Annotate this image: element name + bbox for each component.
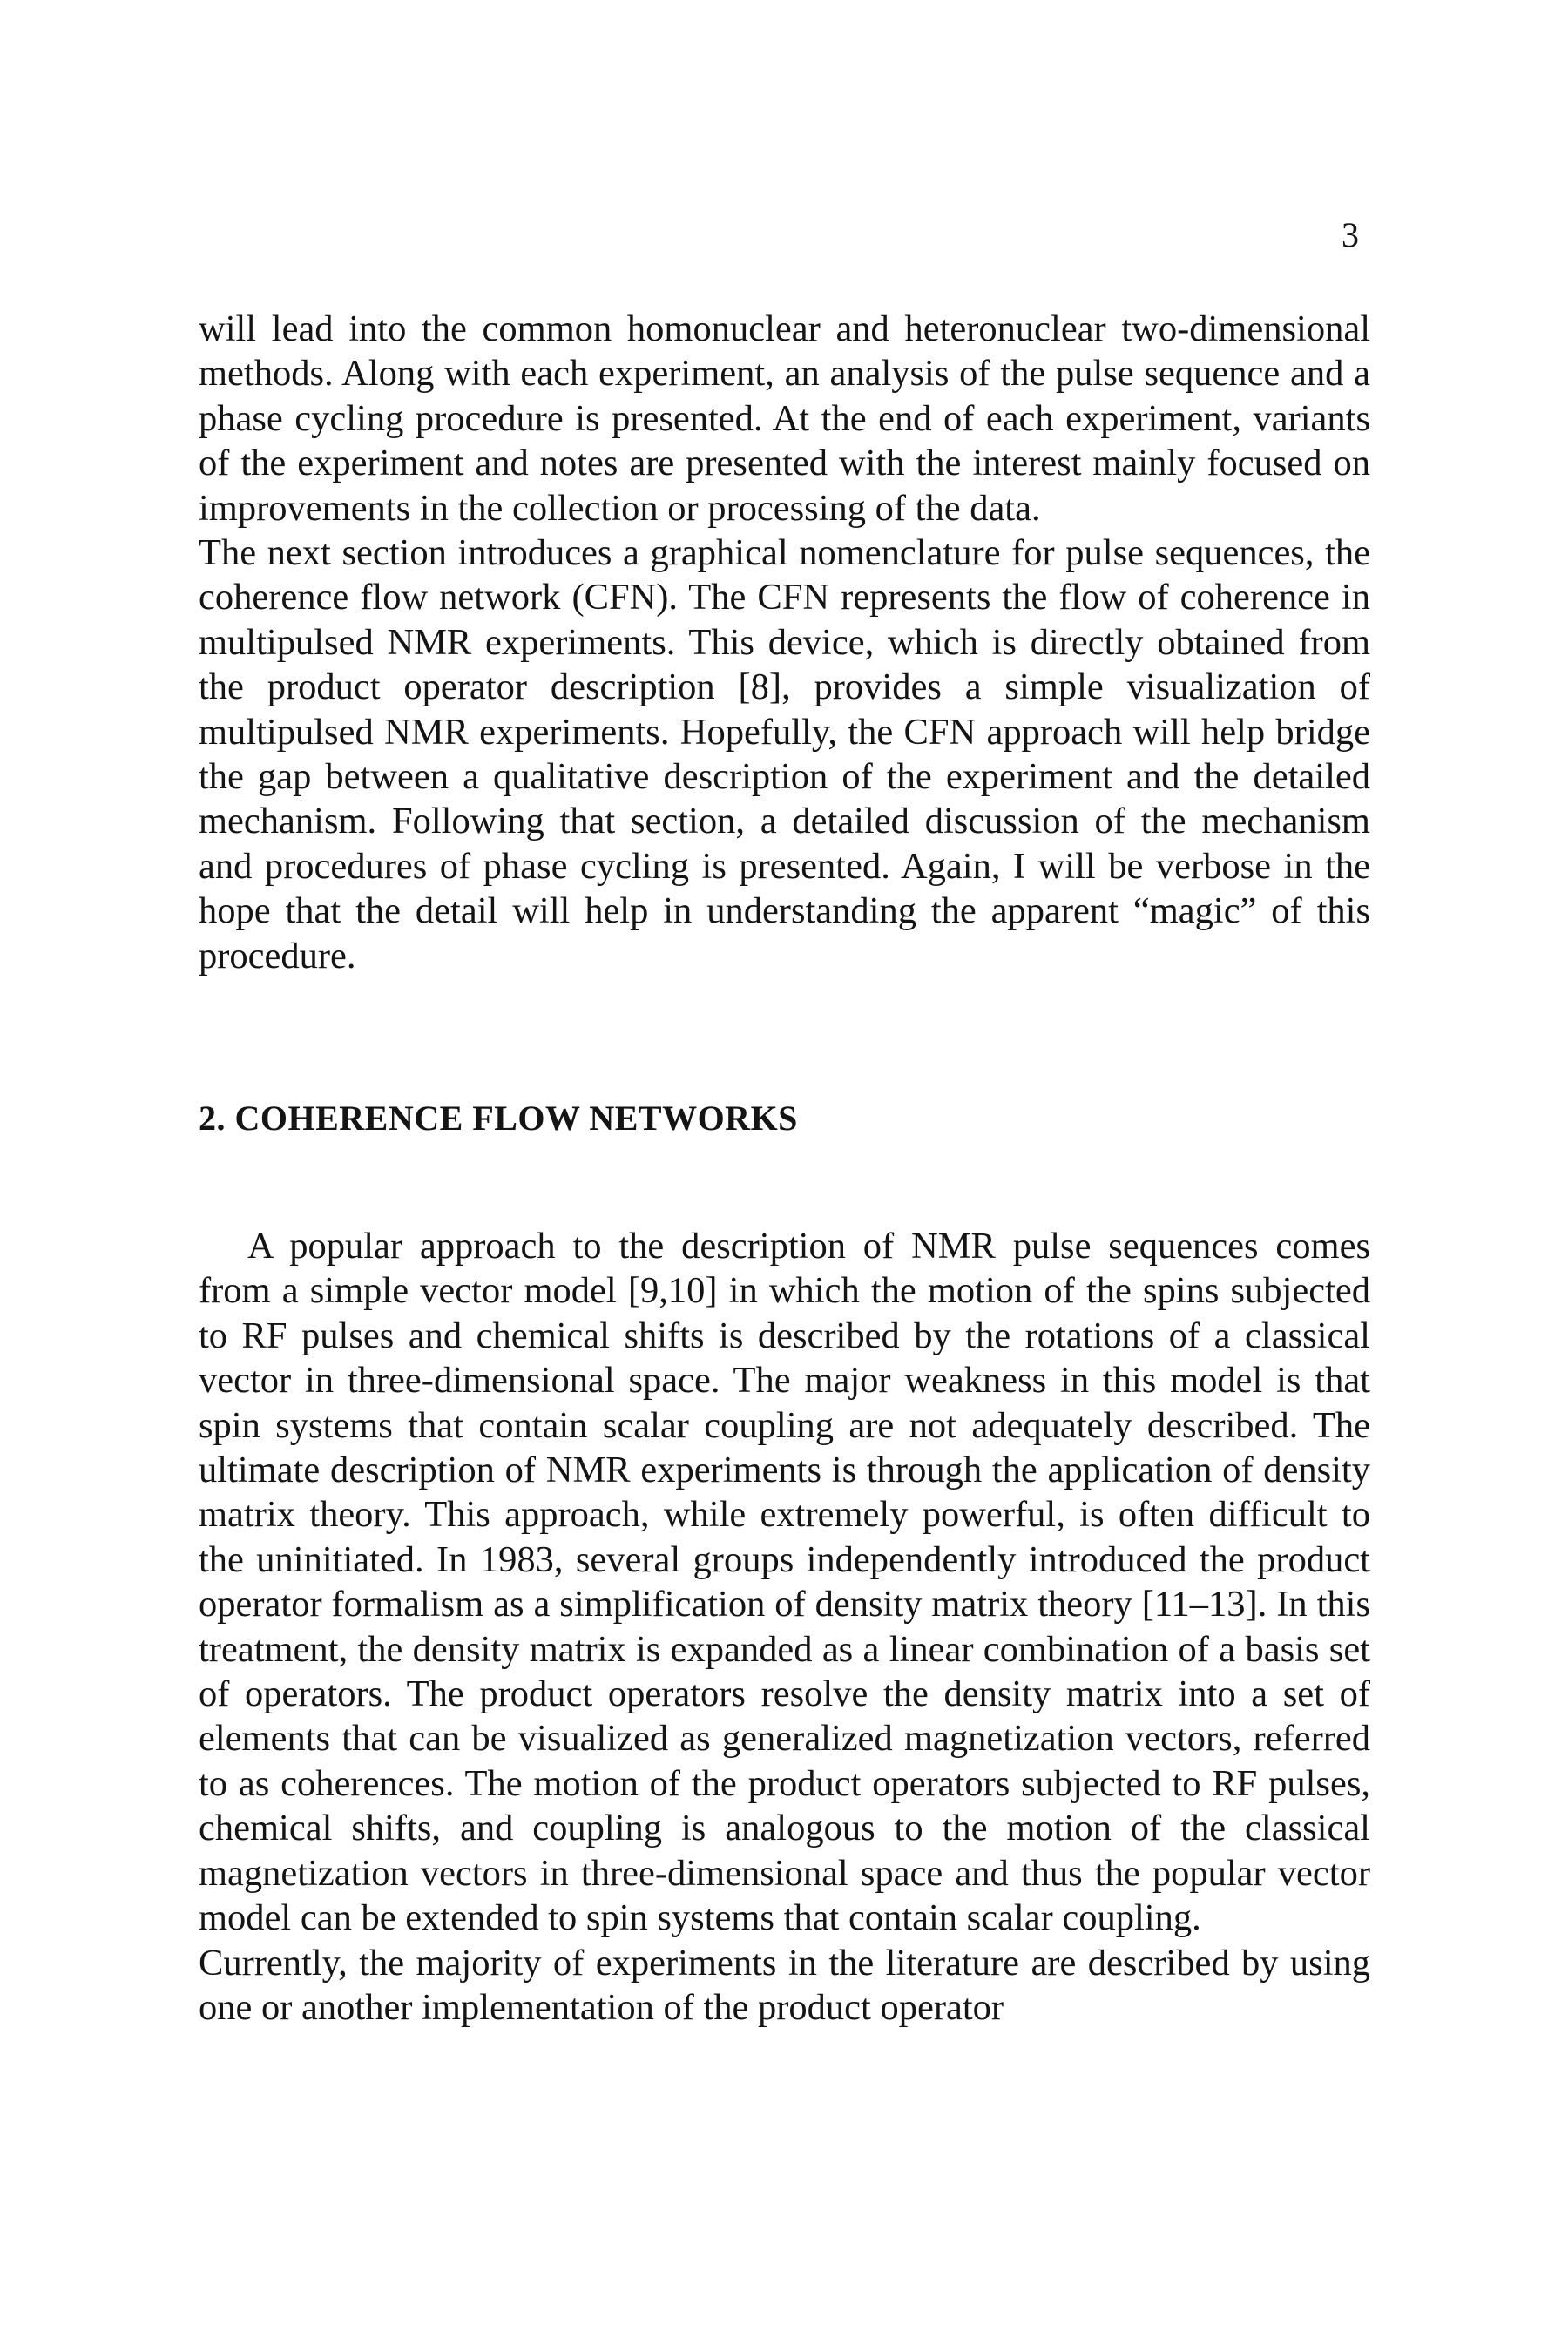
page-number: 3: [1342, 215, 1359, 254]
intro-text-block: [199, 307, 1370, 978]
intro-paragraph-cfn: The next section introduces a graphical nomenclature for pulse sequences, the coherence flow network (CFN). The CFN represents the flow of coherence in multipulsed NMR experiments. This device, which is directly obtained from the product operator description [8], provides a simple visualization of multipulsed NMR experiments. Hopefully, the CFN approach will help bridge the gap between a qualitative description of the experiment and the detailed mechanism. Following that section, a detailed discussion of the mechanism and procedures of phase cycling is presented. Again, I will be verbose in the hope that the detail will help in understanding the apparent “magic” of this procedure.: [199, 532, 1370, 977]
intro-paragraph-continuation: will lead into the common homonuclear and heteronuclear two-dimensional methods. Along with each experiment, an analysis of the pulse sequence and a phase cycling procedure is presented. At the end of each experiment, variants of the experiment and notes are presented with the interest mainly focused on improvements in the collection or processing of the data.: [199, 308, 1370, 529]
section-text-block: [199, 1224, 1370, 2030]
section-paragraph-vector-model: A popular approach to the description of NMR pulse sequences comes from a simple vector model [9,10] in which the motion of the spins subjected to RF pulses and chemical shifts is described by the rotations of a classical vector in three-dimensional space. The major weakness in this model is that spin systems that contain scalar coupling are not adequately described. The ultimate description of NMR experiments is through the application of density matrix theory. This approach, while extremely powerful, is often difficult to the uninitiated. In 1983, several groups independently introduced the product operator formalism as a simplification of density matrix theory [11–13]. In this treatment, the density matrix is expanded as a linear combination of a basis set of operators. The product operators resolve the density matrix into a set of elements that can be visualized as generalized magnetization vectors, referred to as coherences. The motion of the product operators subjected to RF pulses, chemical shifts, and coupling is analogous to the motion of the classical magnetization vectors in three-dimensional space and thus the popular vector model can be extended to spin systems that contain scalar coupling.: [199, 1226, 1370, 1939]
section-paragraph-currently: Currently, the majority of experiments in the literature are described by using one or another implementation of the product operator: [199, 1942, 1370, 2028]
section-heading: 2. COHERENCE FLOW NETWORKS: [199, 1098, 798, 1138]
